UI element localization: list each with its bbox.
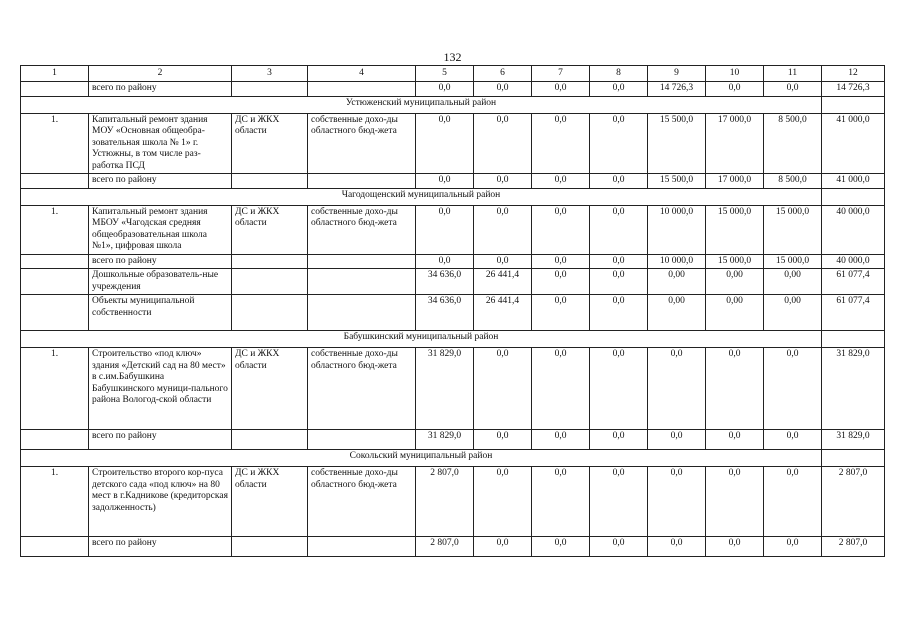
value-col-11: 8 500,0 xyxy=(764,113,822,174)
column-header-5: 5 xyxy=(416,66,474,82)
project-name: Капитальный ремонт здания МОУ «Основная общеобра-зовательная школа № 1» г. Устюжны, в том числе раз-работка ПСД xyxy=(89,113,232,174)
district-row-end-cell xyxy=(822,96,885,113)
value-col-8: 0,0 xyxy=(590,537,648,557)
executor: ДС и ЖКХ области xyxy=(232,113,308,174)
value-col-7: 0,0 xyxy=(532,82,590,97)
value-col-12: 2 807,0 xyxy=(822,537,885,557)
value-col-8: 0,0 xyxy=(590,348,648,430)
value-col-10: 0,00 xyxy=(706,269,764,295)
value-col-9: 0,0 xyxy=(648,537,706,557)
value-col-12: 41 000,0 xyxy=(822,113,885,174)
value-col-7: 0,0 xyxy=(532,537,590,557)
row-label: Объекты муниципальной собственности xyxy=(89,295,232,331)
row-number: 1. xyxy=(21,348,89,430)
column-header-7: 7 xyxy=(532,66,590,82)
value-col-10: 17 000,0 xyxy=(706,174,764,189)
district-row xyxy=(21,450,885,467)
value-col-7: 0,0 xyxy=(532,348,590,430)
value-col-6: 0,0 xyxy=(474,430,532,450)
executor: ДС и ЖКХ области xyxy=(232,467,308,537)
value-col-9: 0,0 xyxy=(648,430,706,450)
funding-source xyxy=(308,174,416,189)
value-col-9: 10 000,0 xyxy=(648,254,706,269)
district-row xyxy=(21,188,885,205)
value-col-12: 61 077,4 xyxy=(822,295,885,331)
value-col-6: 0,0 xyxy=(474,205,532,254)
column-header-12: 12 xyxy=(822,66,885,82)
budget-table xyxy=(20,65,885,557)
district-total-row xyxy=(21,537,885,557)
value-col-5: 0,0 xyxy=(416,113,474,174)
value-col-5: 0,0 xyxy=(416,205,474,254)
value-col-10: 0,00 xyxy=(706,295,764,331)
district-total-row xyxy=(21,254,885,269)
value-col-8: 0,0 xyxy=(590,174,648,189)
funding-source xyxy=(308,82,416,97)
value-col-8: 0,0 xyxy=(590,254,648,269)
value-col-9: 0,00 xyxy=(648,295,706,331)
executor xyxy=(232,82,308,97)
value-col-12: 41 000,0 xyxy=(822,174,885,189)
value-col-12: 40 000,0 xyxy=(822,254,885,269)
value-col-9: 0,00 xyxy=(648,269,706,295)
district-row-end-cell xyxy=(822,450,885,467)
project-row xyxy=(21,467,885,537)
value-col-5: 34 636,0 xyxy=(416,295,474,331)
value-col-7: 0,0 xyxy=(532,295,590,331)
executor xyxy=(232,537,308,557)
district-name: Бабушкинский муниципальный район xyxy=(21,331,822,348)
value-col-9: 14 726,3 xyxy=(648,82,706,97)
row-number: 1. xyxy=(21,205,89,254)
executor xyxy=(232,269,308,295)
value-col-6: 0,0 xyxy=(474,348,532,430)
project-name: Строительство «под ключ» здания «Детский сад на 80 мест» в с.им.Бабушкина Бабушкинского муници-пального района Вологод-ской области xyxy=(89,348,232,430)
value-col-10: 0,0 xyxy=(706,348,764,430)
executor xyxy=(232,254,308,269)
column-header-row xyxy=(21,66,885,82)
district-name: Чагодощенский муниципальный район xyxy=(21,188,822,205)
project-name: Строительство второго кор-пуса детского сада «под ключ» на 80 мест в г.Кадникове (кредиторская задолженность) xyxy=(89,467,232,537)
row-number xyxy=(21,295,89,331)
district-total-row xyxy=(21,430,885,450)
district-total-row xyxy=(21,82,885,97)
district-total-row xyxy=(21,174,885,189)
column-header-10: 10 xyxy=(706,66,764,82)
value-col-8: 0,0 xyxy=(590,269,648,295)
value-col-12: 40 000,0 xyxy=(822,205,885,254)
value-col-6: 26 441,4 xyxy=(474,269,532,295)
funding-source xyxy=(308,269,416,295)
value-col-10: 0,0 xyxy=(706,430,764,450)
project-row xyxy=(21,348,885,430)
value-col-7: 0,0 xyxy=(532,430,590,450)
value-col-7: 0,0 xyxy=(532,269,590,295)
value-col-11: 0,00 xyxy=(764,269,822,295)
row-label: всего по району xyxy=(89,430,232,450)
executor: ДС и ЖКХ области xyxy=(232,348,308,430)
value-col-5: 34 636,0 xyxy=(416,269,474,295)
value-col-9: 15 500,0 xyxy=(648,113,706,174)
district-name: Сокольский муниципальный район xyxy=(21,450,822,467)
value-col-10: 15 000,0 xyxy=(706,254,764,269)
value-col-5: 31 829,0 xyxy=(416,430,474,450)
district-row-end-cell xyxy=(822,331,885,348)
funding-source xyxy=(308,537,416,557)
page-number: 132 xyxy=(443,50,462,64)
summary-row xyxy=(21,269,885,295)
value-col-5: 31 829,0 xyxy=(416,348,474,430)
value-col-8: 0,0 xyxy=(590,467,648,537)
value-col-11: 0,0 xyxy=(764,430,822,450)
row-number xyxy=(21,537,89,557)
funding-source xyxy=(308,430,416,450)
row-number xyxy=(21,254,89,269)
value-col-6: 0,0 xyxy=(474,254,532,269)
value-col-8: 0,0 xyxy=(590,113,648,174)
value-col-5: 2 807,0 xyxy=(416,467,474,537)
value-col-6: 26 441,4 xyxy=(474,295,532,331)
value-col-11: 0,0 xyxy=(764,537,822,557)
column-header-1: 1 xyxy=(21,66,89,82)
column-header-6: 6 xyxy=(474,66,532,82)
row-label: всего по району xyxy=(89,254,232,269)
row-number xyxy=(21,82,89,97)
value-col-5: 0,0 xyxy=(416,254,474,269)
funding-source xyxy=(308,254,416,269)
column-header-8: 8 xyxy=(590,66,648,82)
value-col-12: 31 829,0 xyxy=(822,430,885,450)
value-col-6: 0,0 xyxy=(474,113,532,174)
value-col-12: 2 807,0 xyxy=(822,467,885,537)
district-row xyxy=(21,331,885,348)
funding-source: собственные дохо-ды областного бюд-жета xyxy=(308,205,416,254)
value-col-7: 0,0 xyxy=(532,467,590,537)
executor xyxy=(232,430,308,450)
value-col-8: 0,0 xyxy=(590,430,648,450)
value-col-5: 0,0 xyxy=(416,174,474,189)
value-col-9: 15 500,0 xyxy=(648,174,706,189)
project-row xyxy=(21,205,885,254)
row-label: Дошкольные образователь-ные учреждения xyxy=(89,269,232,295)
column-header-9: 9 xyxy=(648,66,706,82)
row-number: 1. xyxy=(21,467,89,537)
value-col-6: 0,0 xyxy=(474,82,532,97)
funding-source: собственные дохо-ды областного бюд-жета xyxy=(308,348,416,430)
value-col-6: 0,0 xyxy=(474,174,532,189)
executor xyxy=(232,295,308,331)
value-col-7: 0,0 xyxy=(532,174,590,189)
district-name: Устюженский муниципальный район xyxy=(21,96,822,113)
value-col-6: 0,0 xyxy=(474,467,532,537)
value-col-12: 61 077,4 xyxy=(822,269,885,295)
value-col-10: 0,0 xyxy=(706,82,764,97)
value-col-12: 14 726,3 xyxy=(822,82,885,97)
value-col-11: 0,00 xyxy=(764,295,822,331)
value-col-10: 17 000,0 xyxy=(706,113,764,174)
funding-source: собственные дохо-ды областного бюд-жета xyxy=(308,467,416,537)
value-col-7: 0,0 xyxy=(532,254,590,269)
row-number xyxy=(21,269,89,295)
value-col-6: 0,0 xyxy=(474,537,532,557)
column-header-4: 4 xyxy=(308,66,416,82)
value-col-11: 15 000,0 xyxy=(764,205,822,254)
value-col-5: 0,0 xyxy=(416,82,474,97)
column-header-3: 3 xyxy=(232,66,308,82)
value-col-10: 0,0 xyxy=(706,467,764,537)
value-col-8: 0,0 xyxy=(590,205,648,254)
project-name: Капитальный ремонт здания МБОУ «Чагодская средняя общеобразовательная школа №1», цифровая школа xyxy=(89,205,232,254)
value-col-9: 0,0 xyxy=(648,467,706,537)
row-number xyxy=(21,174,89,189)
value-col-7: 0,0 xyxy=(532,113,590,174)
value-col-7: 0,0 xyxy=(532,205,590,254)
row-label: всего по району xyxy=(89,537,232,557)
executor xyxy=(232,174,308,189)
summary-row xyxy=(21,295,885,331)
value-col-11: 0,0 xyxy=(764,467,822,537)
row-label: всего по району xyxy=(89,174,232,189)
funding-source xyxy=(308,295,416,331)
value-col-11: 8 500,0 xyxy=(764,174,822,189)
value-col-9: 10 000,0 xyxy=(648,205,706,254)
value-col-10: 15 000,0 xyxy=(706,205,764,254)
value-col-11: 0,0 xyxy=(764,82,822,97)
row-number: 1. xyxy=(21,113,89,174)
value-col-12: 31 829,0 xyxy=(822,348,885,430)
value-col-11: 0,0 xyxy=(764,348,822,430)
value-col-11: 15 000,0 xyxy=(764,254,822,269)
value-col-10: 0,0 xyxy=(706,537,764,557)
district-row xyxy=(21,96,885,113)
row-number xyxy=(21,430,89,450)
value-col-8: 0,0 xyxy=(590,82,648,97)
funding-source: собственные дохо-ды областного бюд-жета xyxy=(308,113,416,174)
column-header-11: 11 xyxy=(764,66,822,82)
value-col-5: 2 807,0 xyxy=(416,537,474,557)
project-row xyxy=(21,113,885,174)
value-col-8: 0,0 xyxy=(590,295,648,331)
row-label: всего по району xyxy=(89,82,232,97)
district-row-end-cell xyxy=(822,188,885,205)
column-header-2: 2 xyxy=(89,66,232,82)
executor: ДС и ЖКХ области xyxy=(232,205,308,254)
value-col-9: 0,0 xyxy=(648,348,706,430)
